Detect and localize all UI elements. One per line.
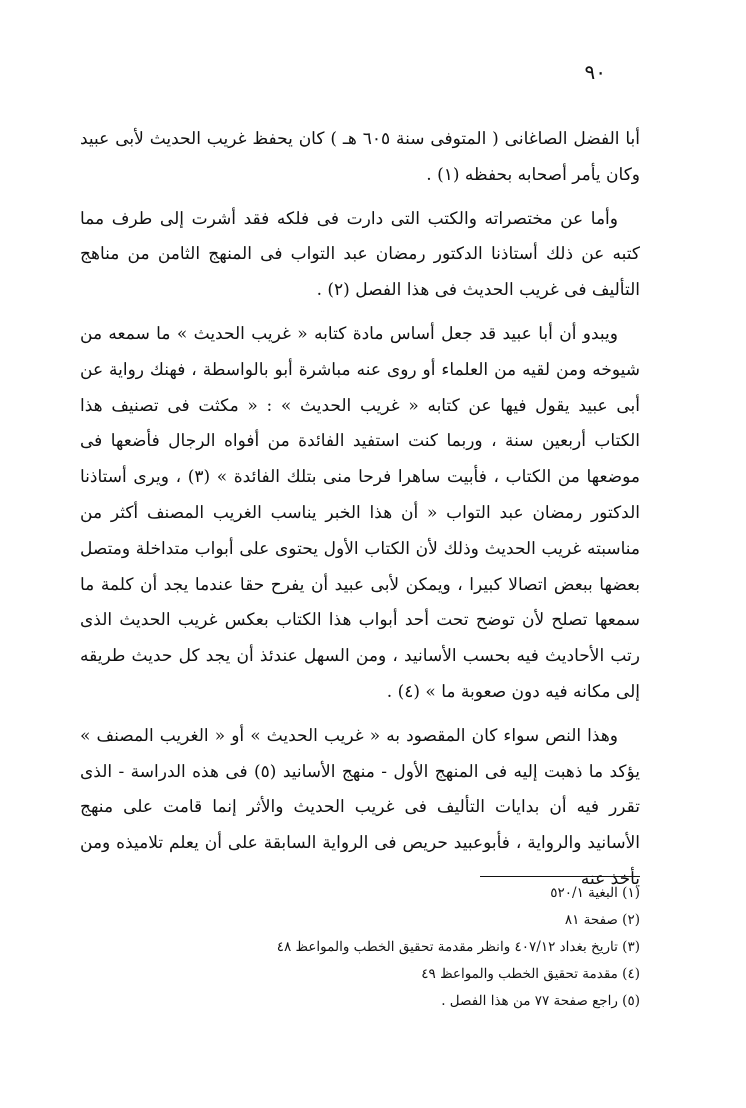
paragraph-2: وأما عن مختصراته والكتب التى دارت فى فلكه فقد أشرت إلى طرف مما كتبه عن ذلك أستاذنا الدكتور رمضان عبد التواب فى المنهج الثامن من مناهج التأليف فى غريب الحديث فى هذا الفصل (٢) .: [80, 208, 640, 301]
page-number: ٩٠: [584, 60, 606, 84]
footnote-5: (٥) راجع صفحة ٧٧ من هذا الفصل .: [441, 993, 640, 1009]
paragraph-3: ويبدو أن أبا عبيد قد جعل أساس مادة كتابه « غريب الحديث » ما سمعه من شيوخه ومن لقيه من العلماء أو روى عنه مباشرة أبو بالواسطة ، فهنك رواية عن أبى عبيد يقول فيها عن كتابه « غريب الحديث » : « مكثت فى تصنيف هذا الكتاب أربعين سنة ، وربما كنت استفيد الفائدة من أفواه الرجال فأضعها فى موضعها من الكتاب ، فأبيت ساهرا فرحا منى بتلك الفائدة » (٣) ، ويرى أستاذنا الدكتور رمضان عبد التواب « أن هذا الخبر يناسب الغريب المصنف أكثر من مناسبته غريب الحديث وذلك لأن الكتاب الأول يحتوى على أبواب متداخلة ومتصل بعضها ببعض اتصالا كبيرا ، ويمكن لأبى عبيد أن يفرح حقا عندما يجد أن كلمة ما سمعها تصلح لأن توضح تحت أحد أبواب هذا الكتاب بعكس غريب الحديث الذى رتب الأحاديث فيه بحسب الأسانيد ، ومن السهل عندئذ أن يجد كل حديث طريقه إلى مكانه فيه دون صعوبة ما » (٤) .: [80, 323, 640, 702]
footnote-separator: [480, 876, 640, 877]
footnote-3: (٣) تاريخ بغداد ٤٠٧/١٢ وانظر مقدمة تحقيق الخطب والمواعظ ٤٨: [276, 939, 640, 955]
paragraph-1: أبا الفضل الصاغانى ( المتوفى سنة ٦٠٥ هـ ) كان يحفظ غريب الحديث لأبى عبيد وكان يأمر أصحابه بحفظه (١) .: [80, 129, 640, 185]
footnote-2: (٢) صفحة ٨١: [564, 912, 640, 928]
footnote-4: (٤) مقدمة تحقيق الخطب والمواعظ ٤٩: [421, 966, 640, 982]
footnotes: [80, 880, 640, 1015]
paragraph-4: وهذا النص سواء كان المقصود به « غريب الحديث » أو « الغريب المصنف » يؤكد ما ذهبت إليه فى المنهج الأول - منهج الأسانيد (٥) فى هذه الدراسة - الذى تقرر فيه أن بدايات التأليف فى غريب الحديث والأثر إنما قامت على منهج الأسانيد والرواية ، فأبوعبيد حريص فى الرواية السابقة على أن يعلم تلاميذه ومن يأخذ عنه: [80, 725, 640, 889]
footnote-1: (١) البغية ٥٢٠/١: [550, 885, 640, 901]
body-text: [80, 122, 640, 906]
